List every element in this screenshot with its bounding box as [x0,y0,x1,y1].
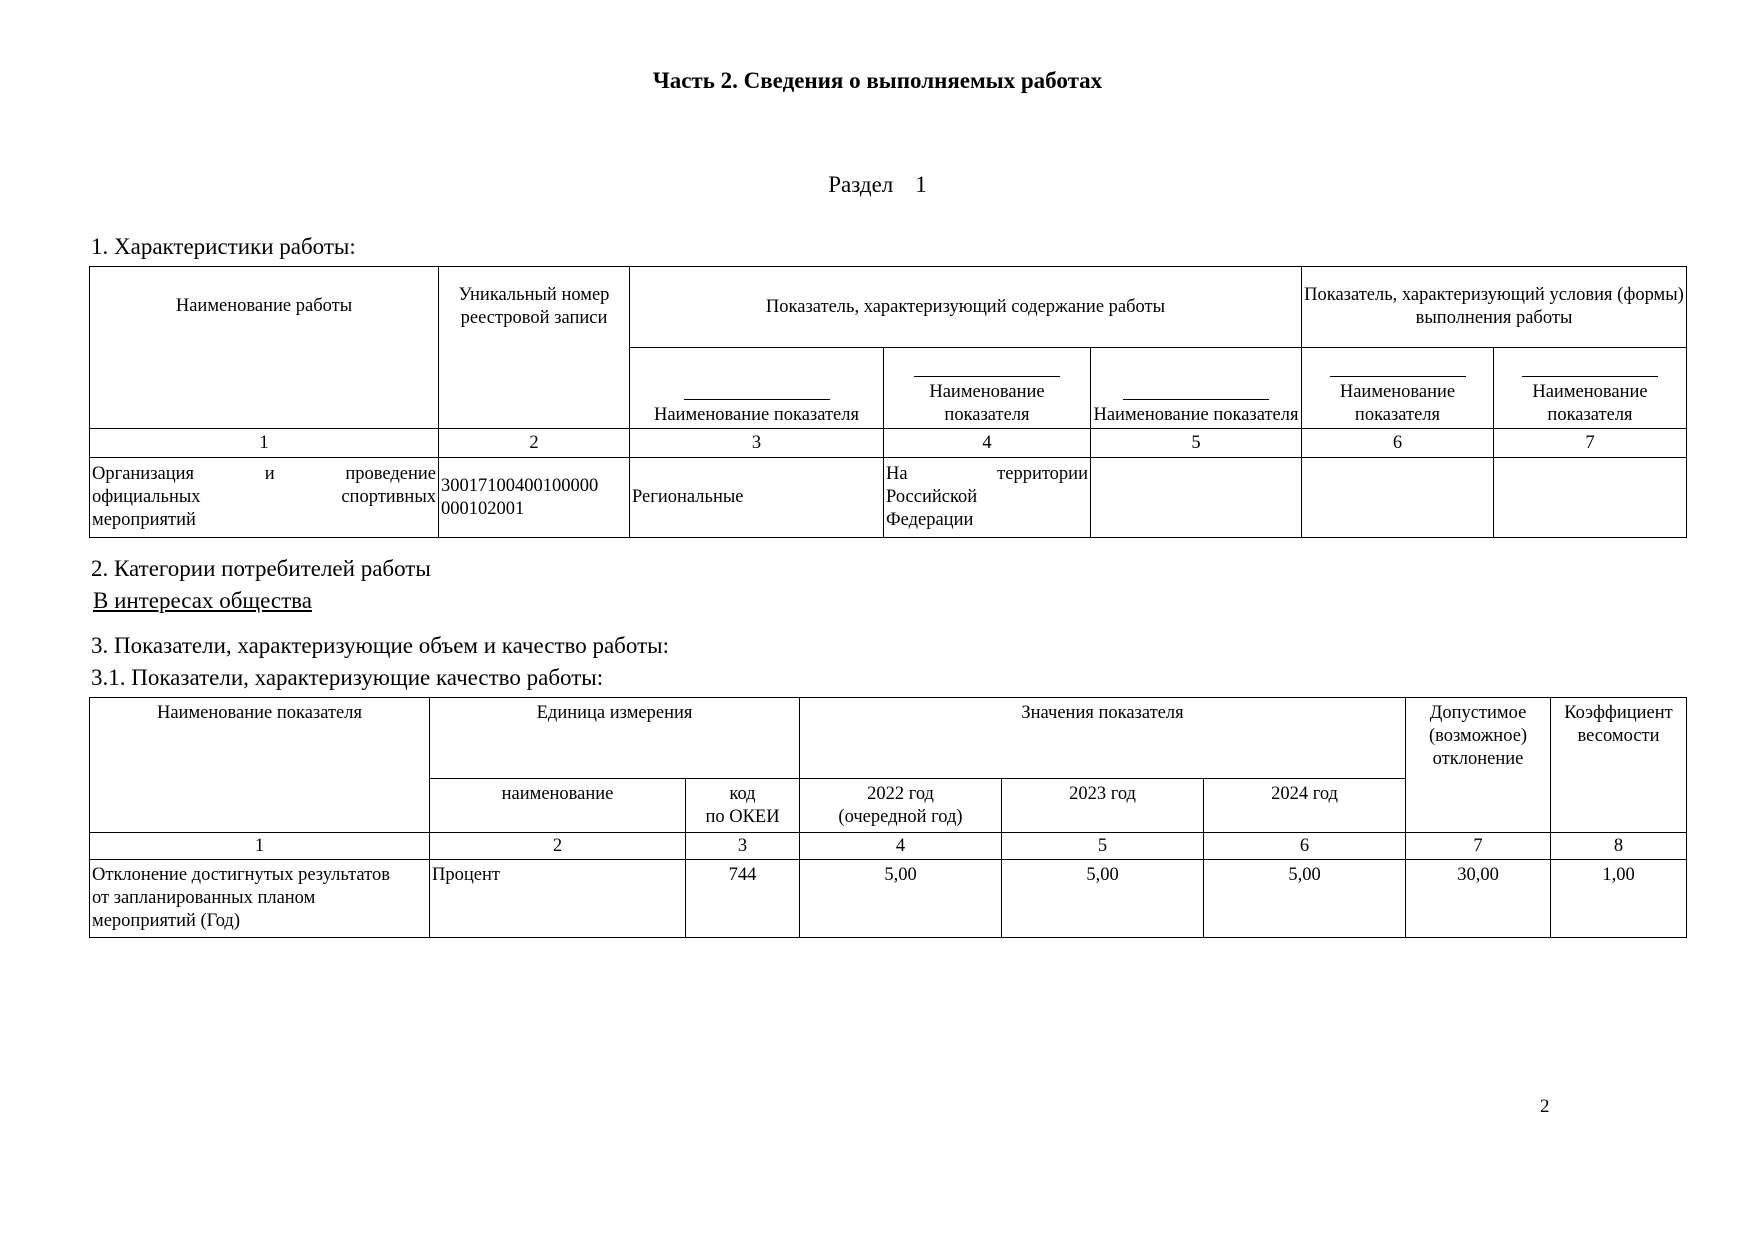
cell-value-2023: 5,00 [1002,860,1204,938]
col-number: 1 [90,833,430,860]
col-number: 8 [1551,833,1687,860]
col-number: 7 [1406,833,1551,860]
cell-okei: 744 [686,860,800,938]
header-unit: Единица измерения [430,698,800,779]
heading-volume-quality: 3. Показатели, характеризующие объем и качество работы: [91,633,669,658]
cell-value-2022: 5,00 [800,860,1002,938]
cell-indicator-4: На территории Российской Федерации [884,458,1091,538]
page-number: 2 [1540,1096,1550,1117]
header-deviation: Допустимое (возможное) отклонение [1406,698,1551,833]
cell-unit-name: Процент [430,860,686,938]
header-content-indicator: Показатель, характеризующий содержание работы [630,267,1302,348]
heading-consumer-categories: 2. Категории потребителей работы [91,556,431,581]
section-label [0,172,1755,198]
col-number: 3 [686,833,800,860]
cell-value-2024: 5,00 [1204,860,1406,938]
subheader-indicator-5: Наименование показателя [1091,348,1302,429]
cell-deviation: 30,00 [1406,860,1551,938]
blank-line [1123,385,1269,400]
blank-line [914,362,1060,377]
section-word: Раздел [828,172,894,197]
subheader-year-2022: 2022 год (очередной год) [800,779,1002,833]
subheader-indicator-3: Наименование показателя [630,348,884,429]
table-row [90,458,1687,538]
col-number: 4 [800,833,1002,860]
heading-quality-indicators: 3.1. Показатели, характеризующие качество работы: [91,665,604,690]
blank-line [1330,362,1466,377]
col-number: 4 [884,429,1091,458]
subheader-year-2024: 2024 год [1204,779,1406,833]
subheader-unit-name: наименование [430,779,686,833]
header-values: Значения показателя [800,698,1406,779]
header-conditions-indicator: Показатель, характеризующий условия (формы) выполнения работы [1302,267,1687,348]
blank-line [1522,362,1658,377]
cell-indicator-5 [1091,458,1302,538]
cell-indicator-6 [1302,458,1494,538]
col-number: 3 [630,429,884,458]
cell-indicator-3: Региональные [630,458,884,538]
work-characteristics-table [89,266,1687,538]
cell-weight: 1,00 [1551,860,1687,938]
quality-indicators-table [89,697,1687,938]
header-weight: Коэффициент весомости [1551,698,1687,833]
col-number: 5 [1091,429,1302,458]
heading-work-characteristics: 1. Характеристики работы: [91,234,356,259]
section-number: 1 [915,172,927,197]
subheader-okei: код по ОКЕИ [686,779,800,833]
subheader-indicator-4: Наименование показателя [884,348,1091,429]
subheader-indicator-6: Наименование показателя [1302,348,1494,429]
blank-line [684,385,830,400]
col-number: 7 [1494,429,1687,458]
col-number: 1 [90,429,439,458]
cell-indicator-7 [1494,458,1687,538]
cell-work-name: Организация и проведение официальных спортивных мероприятий [90,458,439,538]
page-title: Часть 2. Сведения о выполняемых работах [652,68,1103,93]
header-indicator-name: Наименование показателя [90,698,430,833]
col-number: 6 [1302,429,1494,458]
col-number: 6 [1204,833,1406,860]
cell-unique-number: 30017100400100000 000102001 [439,458,630,538]
header-work-name: Наименование работы [90,267,439,429]
cell-indicator-name: Отклонение достигнутых результатов от запланированных планом мероприятий (Год) [90,860,430,938]
table-row [90,860,1687,938]
subheader-year-2023: 2023 год [1002,779,1204,833]
col-number: 2 [430,833,686,860]
col-number: 2 [439,429,630,458]
subheader-indicator-7: Наименование показателя [1494,348,1687,429]
header-unique-number: Уникальный номер реестровой записи [439,267,630,429]
col-number: 5 [1002,833,1204,860]
consumer-category-value: В интересах общества [93,588,312,613]
